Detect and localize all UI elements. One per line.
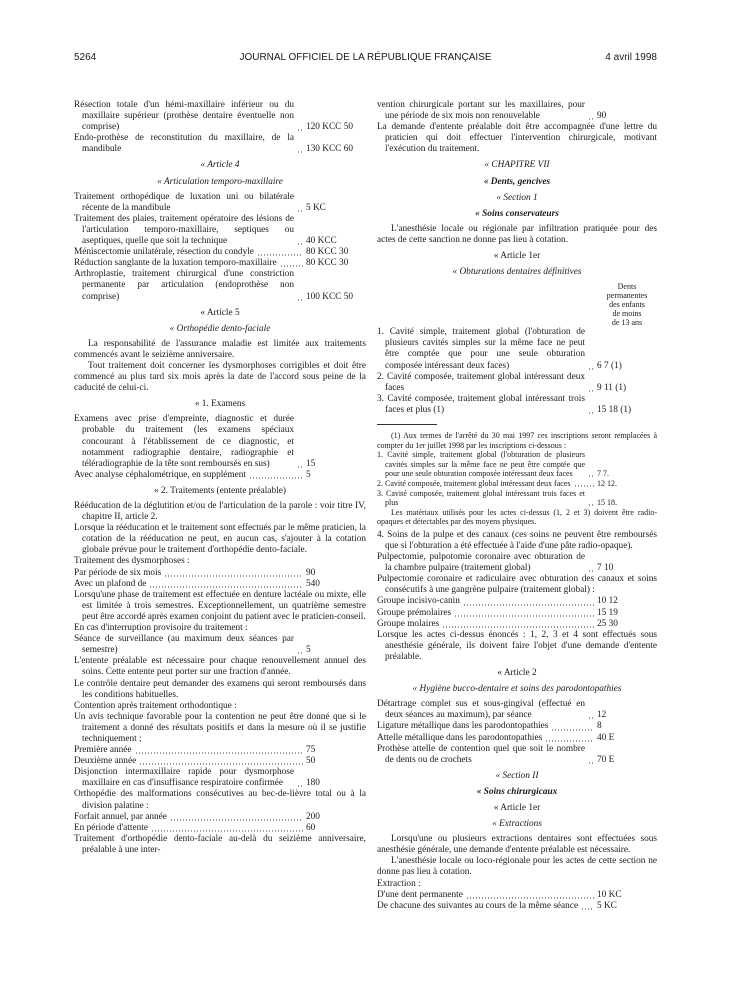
dot-leader bbox=[170, 819, 303, 821]
dot-leader bbox=[588, 118, 594, 120]
entry-text: 4. Soins de la pulpe et des canaux (ces soins ne peuvent être remboursés que si l'obturation a été effectuée à l'aide d'une pâte radio-opaque). bbox=[377, 529, 657, 551]
entry-value: 50 bbox=[306, 756, 316, 767]
table-header-line: de 13 ans bbox=[611, 318, 643, 328]
entry-value: 15 bbox=[306, 458, 316, 469]
entry-row bbox=[377, 890, 657, 901]
pulp-list bbox=[377, 530, 657, 663]
section-1-title: « Soins conservateurs bbox=[475, 208, 559, 219]
dot-leader bbox=[588, 390, 594, 392]
entry-value: 8 bbox=[597, 721, 602, 732]
entry-row bbox=[74, 247, 366, 258]
dot-leader bbox=[149, 586, 303, 588]
dot-leader bbox=[588, 570, 594, 572]
article-5-heading: « Article 5 bbox=[200, 307, 240, 318]
entry-row bbox=[377, 699, 657, 721]
entry-value: 90 bbox=[597, 111, 607, 122]
article-1b-heading: « Article 1er bbox=[493, 802, 541, 813]
entry-text: 2. Cavité composée, traitement global intéressant deux faces bbox=[377, 478, 571, 488]
dot-leader bbox=[574, 485, 595, 487]
article-5-paragraph: La responsabilité de l'assurance maladie est limitée aux traitements commencés avant le seizième anniversaire. bbox=[74, 338, 366, 360]
entry-row bbox=[74, 679, 366, 701]
entry-row bbox=[74, 634, 366, 656]
entry-text: Résection totale d'un hémi-maxillaire inférieur ou du maxillaire supérieur (prothèse dentaire éventuelle non comprise) bbox=[74, 100, 294, 133]
entry-row bbox=[377, 901, 657, 912]
entry-text: Séance de surveillance (au maximum deux séances par semestre) bbox=[74, 634, 294, 656]
dot-leader bbox=[581, 908, 594, 910]
section-1-heading: « Section 1 bbox=[496, 192, 538, 203]
entry-text: 1. Cavité simple, traitement global (l'obturation de plusieurs cavités simples sur la même face ne peut être comptée que pour une seule obturation composée intéressant deux faces) bbox=[377, 327, 585, 371]
entry-text: Par période de six mois bbox=[74, 567, 162, 578]
entry-value: 7 7. bbox=[597, 469, 609, 479]
entry-value: 100 KCC 50 bbox=[306, 291, 354, 302]
obturation-list bbox=[377, 327, 657, 416]
entry-text: Endo-prothèse de reconstitution du maxillaire, de la mandibule bbox=[74, 133, 294, 155]
article-4-heading: « Article 4 bbox=[200, 160, 240, 171]
entry-row bbox=[74, 623, 366, 634]
article-5-paragraph: Tout traitement doit concerner les dysmorphoses corrigibles et doit être commencé au plus tard six mois après la date de l'accord sous peine de la caducité de celui-ci. bbox=[74, 360, 366, 394]
entry-text: 3. Cavité composée, traitement global intéressant trois faces et plus bbox=[377, 488, 585, 508]
article-2-title: « Hygiène bucco-dentaire et soins des parodontopathies bbox=[412, 684, 622, 695]
table-header-line: de moins bbox=[612, 309, 642, 319]
entry-value: 80 KCC 30 bbox=[306, 258, 349, 269]
entry-text: Attelle métallique dans les parodontopathies bbox=[377, 732, 543, 743]
entry-text: Traitement des dysmorphoses : bbox=[74, 556, 190, 567]
entry-row bbox=[377, 530, 657, 552]
entry-value: 180 bbox=[306, 778, 320, 789]
entry-value: 12 bbox=[597, 710, 607, 721]
entry-row bbox=[74, 214, 366, 247]
entry-row bbox=[377, 733, 657, 744]
section-2-heading: « Section II bbox=[495, 770, 539, 781]
entry-text: Ligature métallique dans les parodontopathies bbox=[377, 721, 549, 732]
left-column bbox=[74, 100, 366, 856]
intro-list bbox=[74, 100, 366, 155]
entry-row bbox=[74, 656, 366, 678]
dot-leader bbox=[297, 466, 303, 468]
entry-text: Avec analyse céphalométrique, en supplément bbox=[74, 469, 247, 480]
entry-text: Lorsqu'une phase de traitement est effectuée en denture lactéale ou mixte, elle est limitée à trois semestres. Exceptionnellement, un quatrième semestre peut être accordé après examen conjoint du patient avec le praticien-conseil. bbox=[74, 589, 366, 622]
entry-value: 6 7 (1) bbox=[597, 360, 622, 371]
dot-leader bbox=[297, 785, 303, 787]
entry-value: 130 KCC 60 bbox=[306, 144, 354, 155]
entry-value: 15 18. bbox=[597, 498, 617, 508]
entry-text: Pulpectomie coronaire et radiculaire avec obturation des canaux et soins consécutifs à une gangrène pulpaire (traitement global) : bbox=[377, 574, 657, 596]
entry-value: 9 11 (1) bbox=[597, 382, 627, 393]
extractions-paragraph: Lorsqu'une ou plusieurs extractions dentaires sont effectuées sous anesthésie générale, une demande d'entente préalable est nécessaire. bbox=[377, 834, 657, 856]
dot-leader bbox=[588, 412, 594, 414]
entry-row bbox=[74, 100, 366, 133]
obturations-heading: « Obturations dentaires définitives bbox=[452, 267, 582, 278]
journal-title: JOURNAL OFFICIEL DE LA RÉPUBLIQUE FRANÇAISE bbox=[239, 52, 492, 63]
dot-leader bbox=[139, 763, 303, 765]
entry-row bbox=[377, 122, 657, 155]
entry-value: 25 30 bbox=[597, 618, 618, 629]
entry-value: 40 KCC bbox=[306, 236, 337, 247]
entry-value: 70 E bbox=[597, 754, 615, 765]
entry-value: 5 KC bbox=[306, 202, 326, 213]
entry-text: En période d'attente bbox=[74, 822, 148, 833]
entry-text: Disjonction intermaxillaire rapide pour dysmorphose maxillaire en cas d'insuffisance respiratoire confirmée bbox=[74, 767, 294, 789]
entry-value: 540 bbox=[306, 578, 320, 589]
entry-text: Lorsque les actes ci-dessus énoncés : 1, 2, 3 et 4 sont effectués sous anesthésie générale, ils doivent faire l'objet d'une demande d'entente préalable. bbox=[377, 629, 657, 662]
entry-value: 80 KCC 30 bbox=[306, 247, 349, 258]
dot-leader bbox=[463, 604, 594, 606]
entry-text: Contention après traitement orthodontique : bbox=[74, 700, 237, 711]
entry-row bbox=[74, 789, 366, 811]
entry-row bbox=[74, 414, 366, 469]
entry-row bbox=[377, 608, 657, 619]
entry-row bbox=[74, 756, 366, 767]
entry-text: Détartrage complet sus et sous-gingival (effectué en deux séances au maximum), par séance bbox=[377, 699, 585, 721]
entry-value: 7 10 bbox=[597, 563, 614, 574]
dot-leader bbox=[466, 897, 594, 899]
entry-text: Première année bbox=[74, 745, 132, 756]
article-5-subheading: « Orthopédie dento-faciale bbox=[169, 323, 271, 334]
entry-row bbox=[377, 879, 657, 890]
dot-leader bbox=[454, 615, 594, 617]
entry-value: 90 bbox=[306, 567, 316, 578]
entry-row bbox=[74, 590, 366, 623]
entry-text: Traitement orthopédique de luxation uni ou bilatérale récente de la mandibule bbox=[74, 191, 294, 213]
entry-text: Traitement d'orthopédie dento-faciale au-delà du seizième anniversaire, préalable à une inter- bbox=[74, 833, 366, 855]
entry-text: En cas d'interruption provisoire du traitement : bbox=[74, 623, 248, 634]
entry-row bbox=[74, 568, 366, 579]
dot-leader bbox=[297, 210, 303, 212]
entry-row bbox=[377, 100, 657, 122]
entry-text: Extraction : bbox=[377, 878, 421, 889]
dot-leader bbox=[588, 475, 594, 477]
entry-row bbox=[377, 630, 657, 663]
entry-text: Deuxième année bbox=[74, 756, 137, 767]
entry-row bbox=[377, 489, 657, 508]
article-1-heading: « Article 1er bbox=[493, 251, 541, 262]
entry-row bbox=[377, 574, 657, 596]
dot-leader bbox=[545, 740, 594, 742]
entry-text: Groupe prémolaires bbox=[377, 607, 452, 618]
footnote-intro: (1) Aux termes de l'arrêté du 30 mai 1997 ces inscriptions seront remplacées à compter du 1er juillet 1998 par les inscriptions ci-dessous : bbox=[377, 430, 657, 450]
entry-text: Prothèse attelle de contention quel que soit le nombre de dents ou de crochets bbox=[377, 743, 585, 765]
entry-text: Traitement des plaies, traitement opératoire des lésions de l'articulation temporo-maxillaire, septiques ou aseptiques, quelle que soit la technique bbox=[74, 213, 294, 247]
entry-row bbox=[377, 619, 657, 630]
chapter-heading: « CHAPITRE VII bbox=[484, 160, 550, 171]
entry-text: Un avis technique favorable pour la contention ne peut être donné que si le traitement a donné des résultats positifs et dans la mesure où il se justifie techniquement ; bbox=[74, 711, 366, 744]
issue-date: 4 avril 1998 bbox=[605, 52, 657, 63]
entry-row bbox=[377, 744, 657, 766]
extractions-paragraph: L'anesthésie locale ou loco-régionale pour les actes de cette section ne donne pas lieu à cotation. bbox=[377, 856, 657, 878]
entry-row bbox=[74, 701, 366, 712]
entry-text: Groupe molaires bbox=[377, 618, 440, 629]
entry-text: D'une dent permanente bbox=[377, 889, 463, 900]
entry-row bbox=[377, 596, 657, 607]
entry-row bbox=[377, 372, 657, 394]
table-header-label bbox=[597, 282, 657, 327]
entry-row bbox=[377, 552, 657, 574]
continuation-list bbox=[377, 100, 657, 155]
entry-row bbox=[74, 579, 366, 590]
entry-row bbox=[74, 269, 366, 302]
entry-value: 15 18 (1) bbox=[597, 404, 632, 415]
entry-text: 3. Cavité composée, traitement global intéressant trois faces et plus (1) bbox=[377, 393, 585, 415]
entry-row bbox=[74, 192, 366, 214]
entry-value: 5 bbox=[306, 645, 311, 656]
entry-text: Groupe incisivo-canin bbox=[377, 596, 460, 607]
entry-text: Méniscectomie unilatérale, résection du condyle bbox=[74, 247, 254, 258]
footnote-separator bbox=[377, 424, 437, 425]
dot-leader bbox=[297, 299, 303, 301]
entry-text: 2. Cavité composée, traitement global intéressant deux faces bbox=[377, 371, 585, 393]
table-header bbox=[377, 282, 657, 327]
entry-row bbox=[74, 556, 366, 567]
entry-text: De chacune des suivantes au cours de la même séance bbox=[377, 900, 579, 911]
entry-row bbox=[74, 812, 366, 823]
entry-text: Orthopédie des malformations consécutives au bec-de-lièvre total ou à la division palatine : bbox=[74, 789, 366, 811]
dot-leader bbox=[297, 151, 303, 153]
article-4-list bbox=[74, 192, 366, 303]
dot-leader bbox=[297, 129, 303, 131]
entry-value: 120 KCC 50 bbox=[306, 122, 354, 133]
entry-row bbox=[74, 767, 366, 789]
entry-text: Lorsque la rééducation et le traitement sont effectués par le même praticien, la cotation de la rééducation ne peut, en aucun cas, s'ajouter à la cotation globale prévue pour le traitement d'orthopédie dento-faciale. bbox=[74, 523, 366, 556]
page-header bbox=[74, 52, 657, 66]
entry-text: Examens avec prise d'empreinte, diagnostic et durée probable du traitement (les examens spéciaux concourant à l'établissement de ce diagnostic, et notamment radiographie dentaire, radiographie et téléradiographie de la tête sont remboursés en sus) bbox=[74, 414, 294, 469]
dot-leader bbox=[280, 265, 303, 267]
entry-row bbox=[377, 327, 657, 371]
entry-value: 40 E bbox=[597, 732, 615, 743]
footnote-note: Les matériaux utilisés pour les actes ci-dessus (1, 2 et 3) doivent être radio-opaques et détectables par des moyens physiques. bbox=[377, 507, 657, 527]
dot-leader bbox=[297, 652, 303, 654]
entry-row bbox=[377, 394, 657, 416]
examens-list bbox=[74, 414, 366, 481]
entry-value: 200 bbox=[306, 811, 320, 822]
entry-text: Avec un plafond de bbox=[74, 578, 147, 589]
entry-text: Rééducation de la déglutition et/ou de l'articulation de la parole : voir titre IV, chapitre II, article 2. bbox=[74, 501, 366, 523]
entry-value: 5 bbox=[306, 469, 311, 480]
dot-leader bbox=[257, 254, 303, 256]
entry-row bbox=[377, 721, 657, 732]
dot-leader bbox=[164, 575, 303, 577]
extraction-list bbox=[377, 879, 657, 912]
dot-leader bbox=[551, 729, 594, 731]
entry-row bbox=[377, 479, 657, 489]
entry-row bbox=[74, 745, 366, 756]
hygiene-list bbox=[377, 699, 657, 766]
entry-value: 12 12. bbox=[597, 478, 617, 488]
entry-row bbox=[74, 523, 366, 556]
entry-text: Arthroplastie, traitement chirurgical d'une constriction permanente par articulation (endoprothèse non comprise) bbox=[74, 269, 294, 302]
entry-value: 15 19 bbox=[597, 607, 618, 618]
entry-text: Pulpectomie, pulpotomie coronaire avec obturation de la chambre pulpaire (traitement global) bbox=[377, 552, 585, 574]
footnote-list bbox=[377, 450, 657, 508]
entry-row bbox=[74, 712, 366, 745]
dot-leader bbox=[588, 717, 594, 719]
page-number: 5264 bbox=[74, 52, 97, 63]
entry-row bbox=[74, 133, 366, 155]
entry-value: 5 KC bbox=[597, 900, 617, 911]
section-1-paragraph: L'anesthésie locale ou régionale par infiltration pratiquée pour des actes de cette sanction ne donne pas lieu à cotation. bbox=[377, 223, 657, 245]
table-header-line: permanentes bbox=[606, 291, 648, 301]
dot-leader bbox=[588, 504, 594, 506]
entry-row bbox=[74, 258, 366, 269]
article-4-subheading: « Articulation temporo-maxillaire bbox=[157, 176, 283, 187]
table-header-line: des enfants bbox=[609, 300, 645, 310]
entry-value: 10 12 bbox=[597, 596, 618, 607]
entry-text: La demande d'entente préalable doit être accompagnée d'une lettre du praticien qui doit effectuer l'intervention chirurgicale, motivant l'exécution du traitement. bbox=[377, 122, 657, 155]
entry-text: 1. Cavité simple, traitement global (l'obturation de plusieurs cavités simples sur la même face ne peut être comptée que pour une seule obturation composée intéressant deux faces bbox=[377, 450, 585, 479]
dot-leader bbox=[135, 752, 303, 754]
traitements-list bbox=[74, 501, 366, 856]
entry-row bbox=[74, 501, 366, 523]
right-column bbox=[377, 100, 657, 912]
entry-value: 60 bbox=[306, 822, 316, 833]
dot-leader bbox=[249, 477, 303, 479]
entry-row bbox=[74, 823, 366, 834]
dot-leader bbox=[588, 762, 594, 764]
section-2-title: « Soins chirurgicaux bbox=[476, 786, 558, 797]
dot-leader bbox=[442, 626, 594, 628]
entry-text: Réduction sanglante de la luxation temporo-maxillaire bbox=[74, 258, 277, 269]
entry-text: Forfait annuel, par année bbox=[74, 811, 167, 822]
article-2-heading: « Article 2 bbox=[497, 668, 537, 679]
entry-row bbox=[74, 834, 366, 856]
extractions-heading: « Extractions bbox=[492, 819, 542, 830]
entry-text: Le contrôle dentaire peut demander des examens qui seront remboursés dans les conditions habituelles. bbox=[74, 678, 366, 700]
entry-value: 75 bbox=[306, 745, 316, 756]
chapter-title: « Dents, gencives bbox=[483, 176, 551, 187]
dot-leader bbox=[297, 243, 303, 245]
entry-text: L'entente préalable est nécessaire pour chaque renouvellement annuel des soins. Cette entente peut porter sur une fraction d'année. bbox=[74, 656, 366, 678]
dot-leader bbox=[151, 830, 303, 832]
entry-row bbox=[377, 450, 657, 479]
entry-row bbox=[74, 470, 366, 481]
traitements-heading: « 2. Traitements (entente préalable) bbox=[154, 485, 286, 496]
dot-leader bbox=[588, 368, 594, 370]
table-header-line: Dents bbox=[617, 282, 637, 292]
examens-heading: « 1. Examens bbox=[194, 399, 246, 410]
entry-value: 10 KC bbox=[597, 889, 622, 900]
entry-text: vention chirurgicale portant sur les maxillaires, pour une période de six mois non renouvelable bbox=[377, 100, 585, 122]
